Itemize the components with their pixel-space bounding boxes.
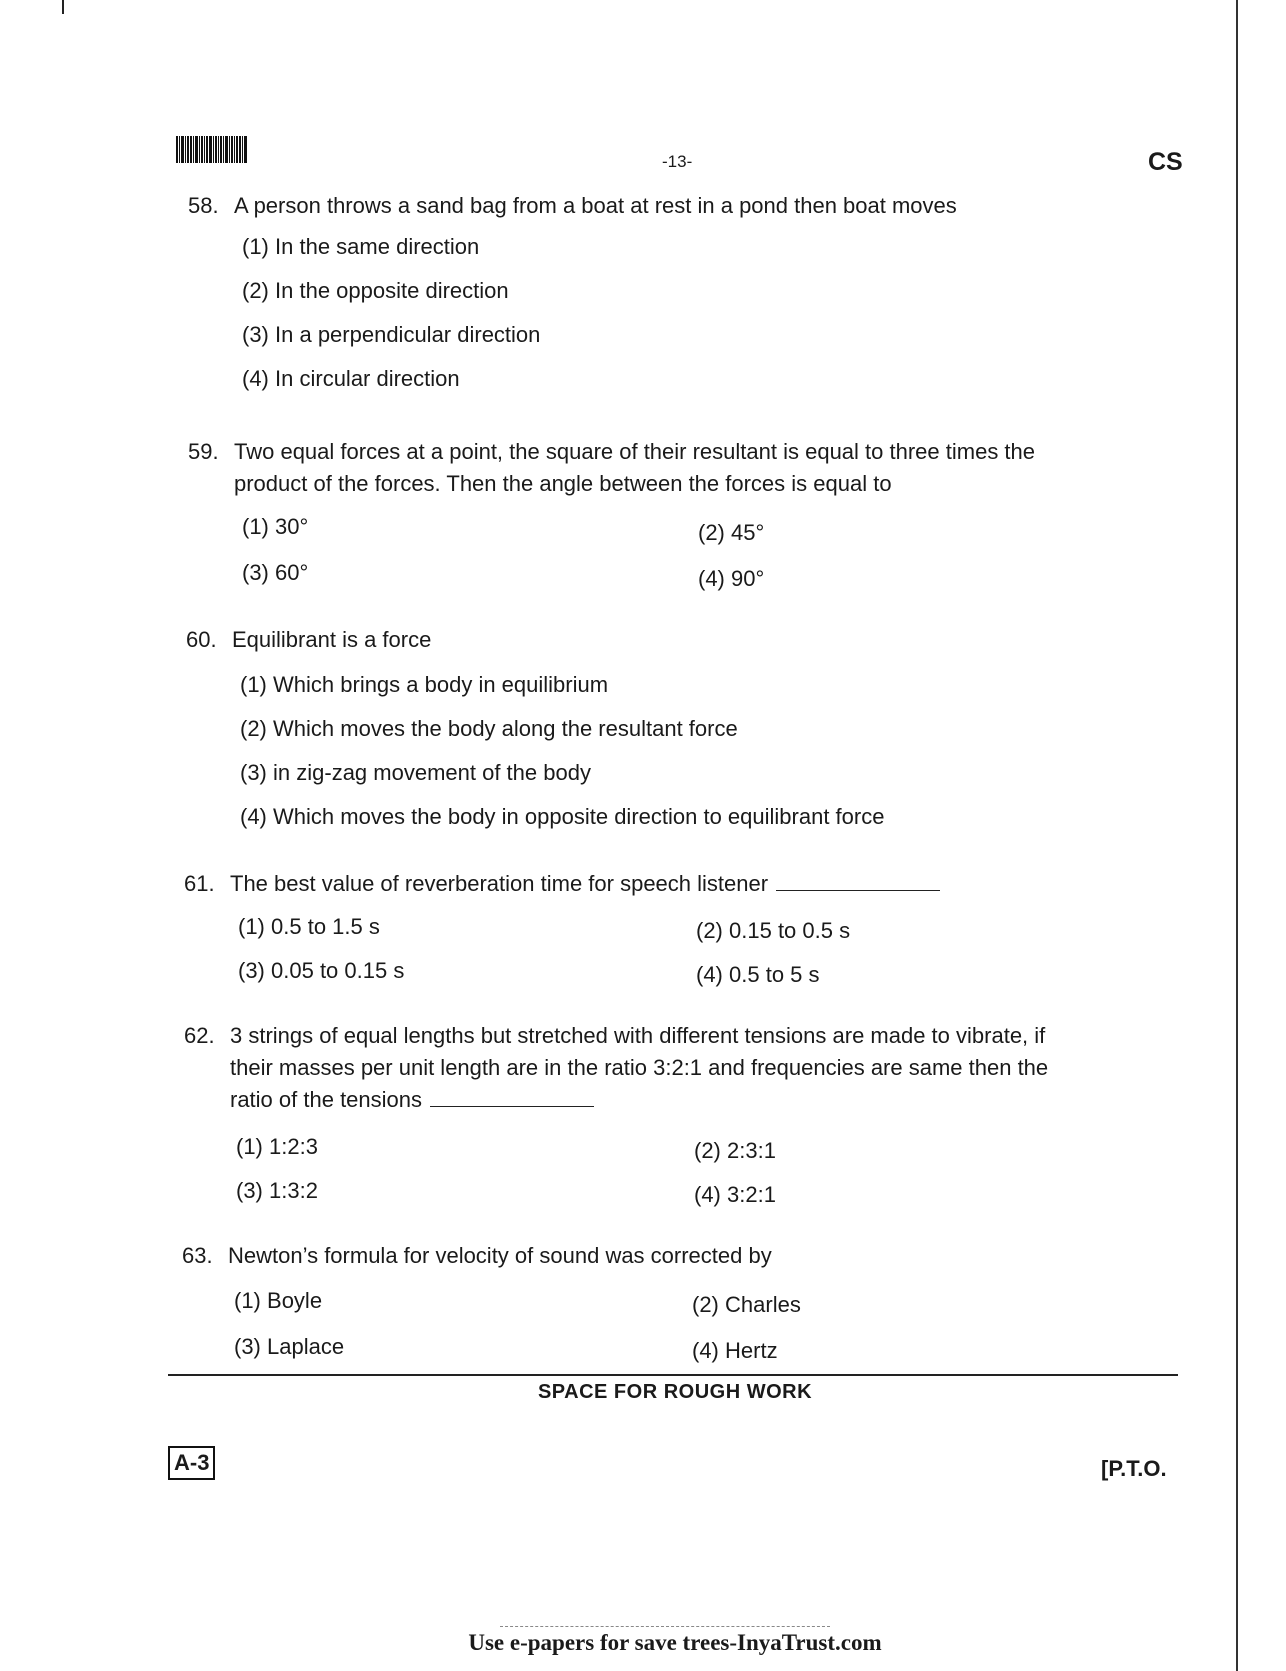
option-label: (2)	[240, 716, 267, 741]
option-text: Which moves the body along the resultant force	[273, 716, 738, 741]
option-60-3[interactable]	[240, 760, 591, 786]
question-text-line-2: product of the forces. Then the angle between the forces is equal to	[234, 471, 892, 496]
option-text: in zig-zag movement of the body	[273, 760, 591, 785]
question-text: Newton’s formula for velocity of sound was corrected by	[228, 1243, 772, 1268]
question-text-line-1: Two equal forces at a point, the square of their resultant is equal to three times the	[234, 439, 1036, 464]
question-62	[184, 1020, 1184, 1116]
answer-blank	[776, 874, 940, 891]
question-text-line-3: ratio of the tensions	[230, 1087, 423, 1112]
option-58-1[interactable]	[242, 234, 479, 260]
option-61-4[interactable]	[696, 962, 820, 988]
option-63-1[interactable]	[234, 1288, 322, 1314]
option-text: Boyle	[267, 1288, 323, 1313]
option-text: 60°	[275, 560, 309, 585]
answer-blank	[430, 1090, 594, 1107]
question-text-line-1: 3 strings of equal lengths but stretched with different tensions are made to vibrate, if	[230, 1023, 1046, 1048]
option-text: In the opposite direction	[275, 278, 509, 303]
option-label: (4)	[242, 366, 269, 391]
option-text: 3:2:1	[727, 1182, 776, 1207]
option-text: 0.15 to 0.5 s	[729, 918, 851, 943]
footer-watermark: Use e-papers for save trees-InyaTrust.com	[468, 1630, 882, 1655]
option-61-2[interactable]	[696, 918, 850, 944]
option-label: (1)	[240, 672, 267, 697]
question-58	[188, 190, 1188, 222]
option-label: (1)	[242, 514, 269, 539]
option-62-2[interactable]	[694, 1138, 776, 1164]
option-58-4[interactable]	[242, 366, 460, 392]
option-text: 1:2:3	[269, 1134, 318, 1159]
question-63	[182, 1240, 1182, 1272]
divider	[168, 1374, 1178, 1376]
pto-label: [P.T.O.	[1101, 1456, 1167, 1481]
option-59-4[interactable]	[698, 566, 764, 592]
option-text: 0.5 to 5 s	[729, 962, 820, 987]
question-text: The best value of reverberation time for speech listener	[230, 871, 769, 896]
option-63-2[interactable]	[692, 1292, 801, 1318]
option-text: In a perpendicular direction	[275, 322, 541, 347]
option-58-3[interactable]	[242, 322, 540, 348]
option-text: In the same direction	[275, 234, 480, 259]
option-63-3[interactable]	[234, 1334, 344, 1360]
option-label: (3)	[234, 1334, 261, 1359]
option-label: (1)	[242, 234, 269, 259]
set-code-box: A-3	[168, 1446, 215, 1480]
option-label: (2)	[242, 278, 269, 303]
question-61	[184, 868, 1184, 900]
question-number: 61.	[184, 871, 215, 896]
question-number: 59.	[188, 439, 219, 464]
option-text: In circular direction	[275, 366, 460, 391]
question-number: 63.	[182, 1243, 213, 1268]
question-60	[186, 624, 1186, 656]
option-label: (4)	[696, 962, 723, 987]
option-59-1[interactable]	[242, 514, 308, 540]
option-61-1[interactable]	[238, 914, 380, 940]
option-text: Hertz	[725, 1338, 778, 1363]
option-60-4[interactable]	[240, 804, 884, 830]
option-text: 30°	[275, 514, 309, 539]
crop-mark	[62, 0, 64, 14]
option-label: (2)	[692, 1292, 719, 1317]
option-label: (3)	[238, 958, 265, 983]
question-text: Equilibrant is a force	[232, 627, 432, 652]
option-label: (4)	[692, 1338, 719, 1363]
page-border	[1236, 0, 1238, 1671]
option-label: (1)	[234, 1288, 261, 1313]
question-number: 58.	[188, 193, 219, 218]
option-label: (1)	[236, 1134, 263, 1159]
option-60-2[interactable]	[240, 716, 738, 742]
option-label: (4)	[694, 1182, 721, 1207]
option-label: (1)	[238, 914, 265, 939]
option-text: 0.05 to 0.15 s	[271, 958, 405, 983]
option-text: Charles	[725, 1292, 801, 1317]
option-62-1[interactable]	[236, 1134, 318, 1160]
option-text: Laplace	[267, 1334, 345, 1359]
rough-work-label: SPACE FOR ROUGH WORK	[537, 1381, 813, 1403]
option-62-4[interactable]	[694, 1182, 776, 1208]
barcode-icon	[176, 136, 248, 163]
series-code: CS	[1148, 148, 1183, 176]
option-text: 2:3:1	[727, 1138, 776, 1163]
option-label: (3)	[240, 760, 267, 785]
question-number: 62.	[184, 1023, 215, 1048]
option-text: Which brings a body in equilibrium	[273, 672, 609, 697]
question-number: 60.	[186, 627, 217, 652]
question-59	[188, 436, 1188, 500]
option-text: 0.5 to 1.5 s	[271, 914, 380, 939]
option-label: (3)	[242, 560, 269, 585]
option-62-3[interactable]	[236, 1178, 318, 1204]
option-59-2[interactable]	[698, 520, 764, 546]
option-label: (3)	[236, 1178, 263, 1203]
page-number: -13-	[662, 152, 693, 171]
option-58-2[interactable]	[242, 278, 509, 304]
footer-divider	[500, 1626, 830, 1627]
option-59-3[interactable]	[242, 560, 308, 586]
option-label: (4)	[240, 804, 267, 829]
option-63-4[interactable]	[692, 1338, 778, 1364]
option-text: 45°	[731, 520, 765, 545]
option-label: (2)	[698, 520, 725, 545]
option-text: 90°	[731, 566, 765, 591]
option-text: Which moves the body in opposite direction to equilibrant force	[273, 804, 885, 829]
option-text: 1:3:2	[269, 1178, 318, 1203]
option-60-1[interactable]	[240, 672, 608, 698]
option-label: (2)	[694, 1138, 721, 1163]
option-label: (3)	[242, 322, 269, 347]
option-label: (2)	[696, 918, 723, 943]
question-text-line-2: their masses per unit length are in the ratio 3:2:1 and frequencies are same then the	[230, 1055, 1049, 1080]
question-text: A person throws a sand bag from a boat at rest in a pond then boat moves	[234, 193, 957, 218]
option-label: (4)	[698, 566, 725, 591]
option-61-3[interactable]	[238, 958, 404, 984]
